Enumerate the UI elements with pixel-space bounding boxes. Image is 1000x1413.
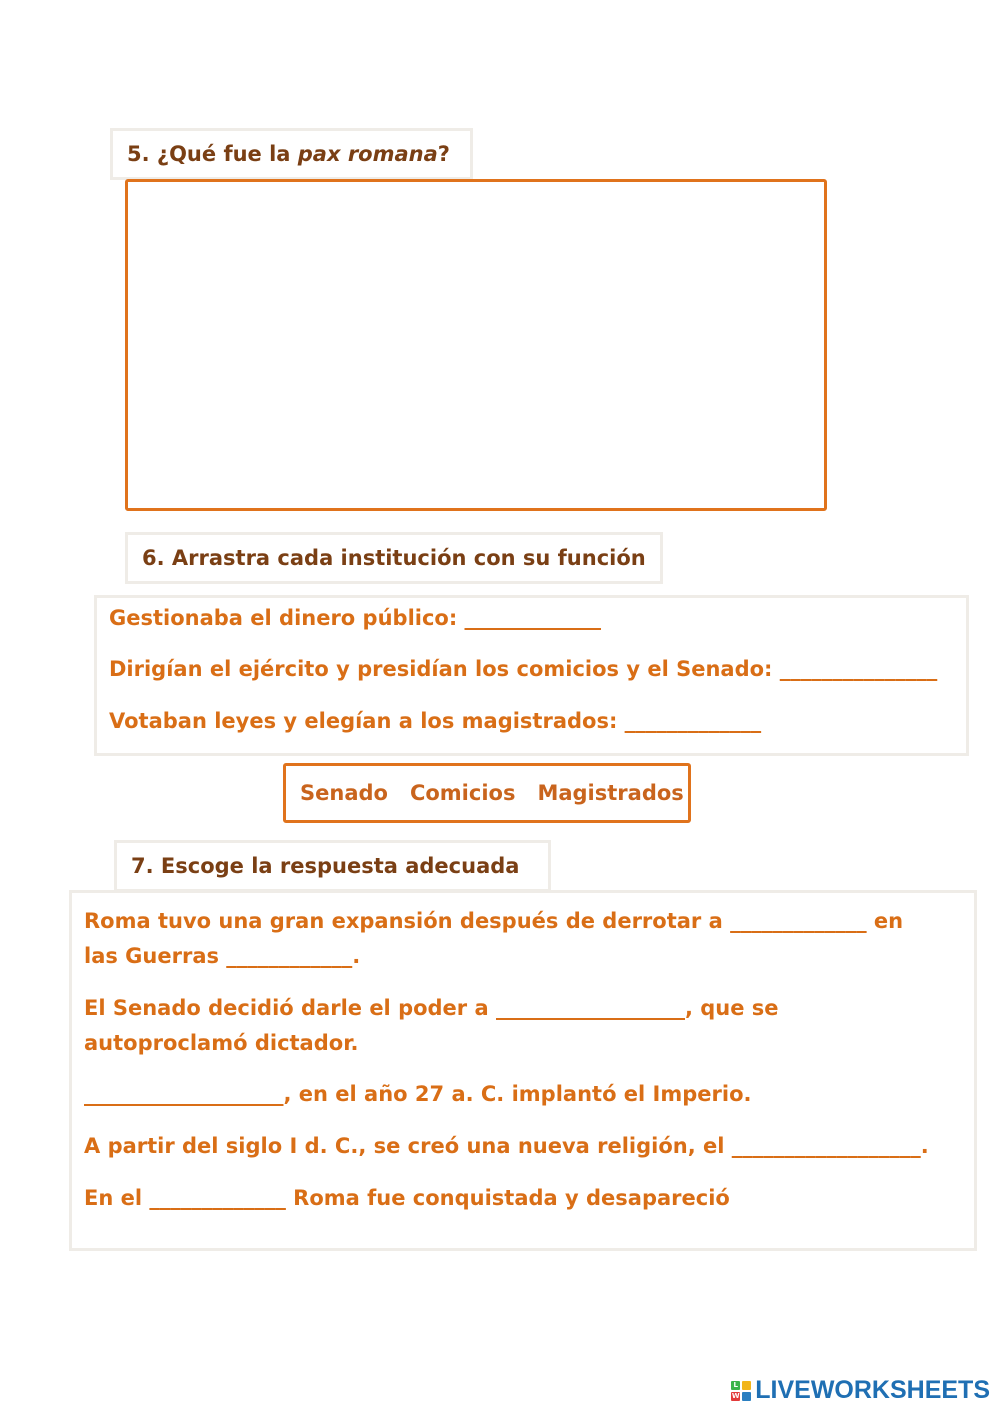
word-bank — [283, 763, 691, 823]
question-7-title — [114, 840, 551, 892]
logo-square-red: W — [731, 1391, 740, 1400]
question-6-line-2: Dirigían el ejército y presidían los comicios y el Senado: _______________ — [109, 657, 938, 681]
logo-icon — [731, 1381, 751, 1401]
liveworksheets-logo — [731, 1376, 990, 1405]
answer-textarea[interactable] — [125, 179, 827, 511]
question-6-line-3: Votaban leyes y elegían a los magistrados: _____________ — [109, 709, 762, 733]
question-6-line-1: Gestionaba el dinero público: _____________ — [109, 606, 602, 630]
question-7-line-1: Roma tuvo una gran expansión después de derrotar a _____________ en — [84, 909, 904, 933]
question-7-title-text: 7. Escoge la respuesta adecuada — [131, 854, 520, 878]
question-5-title — [110, 128, 473, 180]
word-bank-item-senado[interactable]: Senado — [300, 781, 388, 805]
question-6-title-text: 6. Arrastra cada institución con su función — [142, 546, 646, 570]
question-5-prefix: 5. ¿Qué fue la — [127, 142, 298, 166]
question-7-line-2: las Guerras ____________. — [84, 944, 361, 968]
question-6-title — [125, 532, 663, 584]
question-5-italic: pax romana — [297, 142, 438, 166]
question-5-suffix: ? — [437, 142, 450, 166]
logo-square-blue — [742, 1392, 751, 1401]
question-7-line-7: En el _____________ Roma fue conquistada y desapareció — [84, 1186, 730, 1210]
word-bank-item-comicios[interactable]: Comicios — [409, 781, 516, 805]
logo-square-yellow — [742, 1381, 751, 1390]
question-7-line-5: ___________________, en el año 27 a. C. implantó el Imperio. — [84, 1082, 752, 1106]
logo-text: LIVEWORKSHEETS — [755, 1376, 990, 1404]
logo-square-green: L — [731, 1381, 740, 1390]
question-7-line-4: autoproclamó dictador. — [84, 1031, 359, 1055]
word-bank-item-magistrados[interactable]: Magistrados — [537, 781, 684, 805]
question-7-line-3: El Senado decidió darle el poder a __________________, que se — [84, 996, 779, 1020]
question-7-line-6: A partir del siglo I d. C., se creó una nueva religión, el __________________. — [84, 1134, 929, 1158]
